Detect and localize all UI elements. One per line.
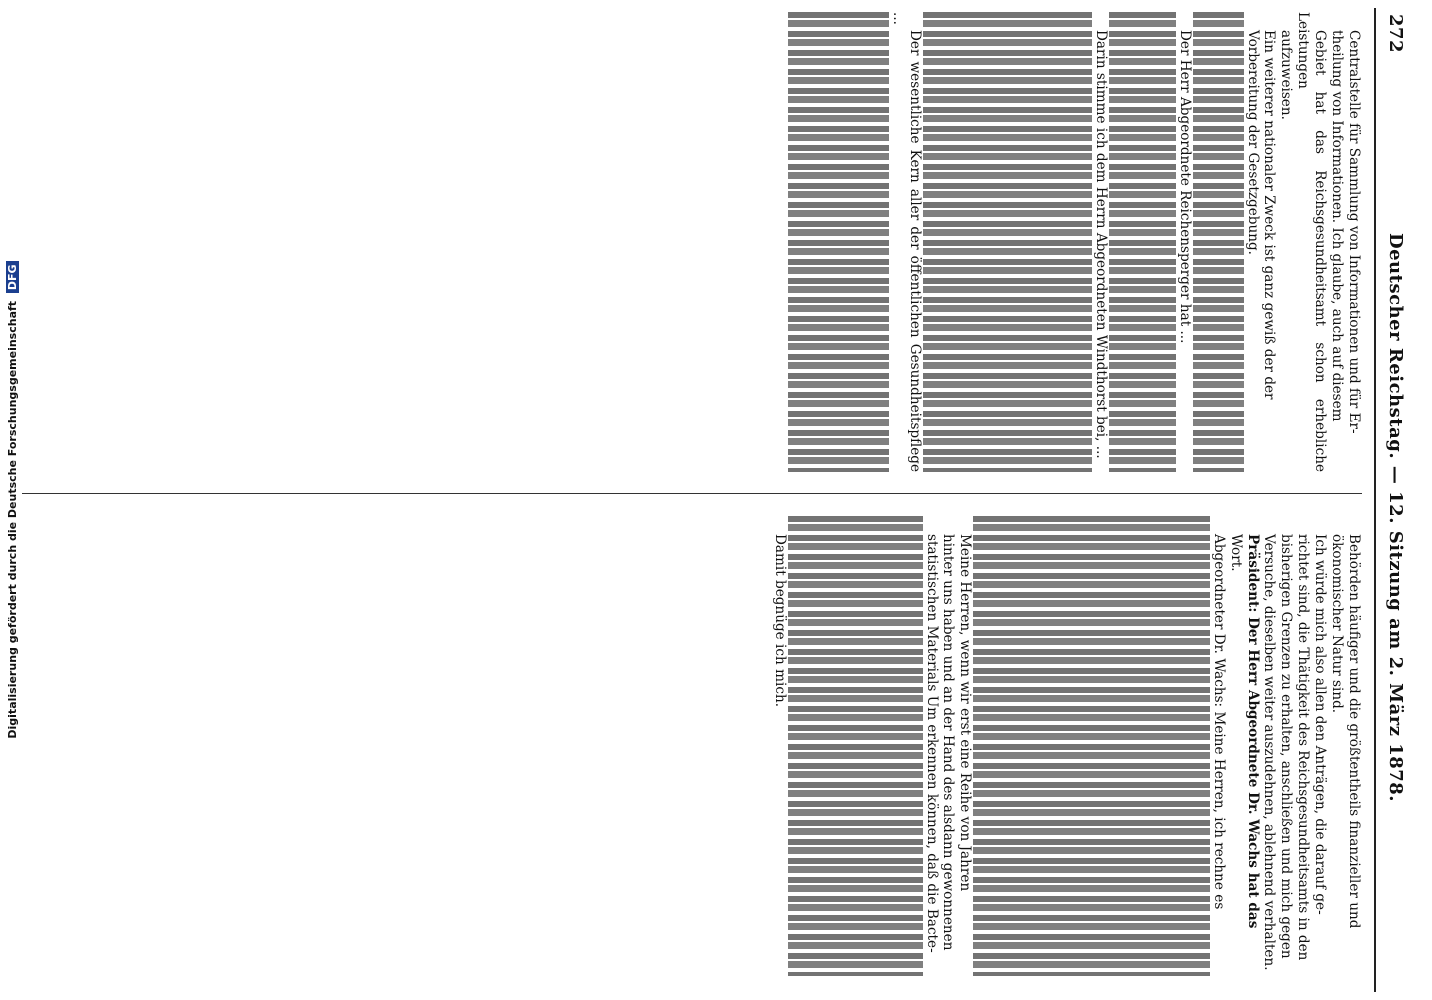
- text-line: Behörden häufiger und die größtentheils finanzieller und: [1346, 534, 1362, 929]
- text-line: Damit begnüge ich mich.: [771, 534, 788, 708]
- text-line: Ich würde mich also allen den Anträgen, die darauf ge-: [1312, 534, 1329, 915]
- illegible-text: [1109, 12, 1126, 472]
- digitization-text: Digitalisierung gefördert durch die Deutsche Forschungsgemeinschaft: [6, 300, 19, 739]
- illegible-text: [855, 516, 872, 976]
- illegible-text: [1125, 12, 1142, 472]
- header-rule: [1374, 8, 1376, 992]
- illegible-text: [923, 12, 940, 472]
- illegible-text: [1058, 12, 1075, 472]
- illegible-text: [990, 12, 1007, 472]
- illegible-text: [1193, 516, 1210, 976]
- illegible-text: [855, 12, 872, 472]
- illegible-text: [1159, 12, 1176, 472]
- illegible-text: [1142, 12, 1159, 472]
- illegible-text: [1109, 516, 1126, 976]
- text-line: Wort.: [1227, 534, 1244, 572]
- illegible-text: [1007, 12, 1024, 472]
- illegible-text: [956, 12, 973, 472]
- illegible-text: [1193, 12, 1210, 472]
- dfg-logo: DFG: [6, 261, 19, 293]
- illegible-text: [821, 12, 838, 472]
- illegible-text: [788, 516, 805, 976]
- illegible-text: [838, 516, 855, 976]
- illegible-text: [1024, 516, 1041, 976]
- illegible-text: [1092, 516, 1109, 976]
- illegible-text: [1024, 12, 1041, 472]
- text-line: Meine Herren, wenn wir erst eine Reihe von Jahren: [957, 534, 974, 892]
- illegible-text: [1227, 12, 1244, 472]
- illegible-text: [990, 516, 1007, 976]
- right-column: [22, 516, 1362, 976]
- text-line: Der Herr Abgeordnete Reichensperger hat ...: [1176, 30, 1193, 344]
- page-header: [1376, 0, 1416, 1000]
- illegible-text: [1159, 516, 1176, 976]
- text-line: theilung von Informationen. Ich glaube, auch auf diesem: [1329, 30, 1346, 422]
- text-line: Centralstelle für Sammlung von Informationen und für Er-: [1346, 30, 1362, 434]
- illegible-text: [1075, 12, 1092, 472]
- illegible-text: [872, 516, 889, 976]
- page-number: 272: [1385, 14, 1407, 54]
- illegible-text: [804, 516, 821, 976]
- illegible-text: [889, 516, 906, 976]
- text-line: Ein weiterer nationaler Zweck ist ganz gewiß der der: [1261, 30, 1278, 400]
- illegible-text: [1176, 516, 1193, 976]
- illegible-text: [821, 516, 838, 976]
- illegible-text: [838, 12, 855, 472]
- text-line: hinter uns haben und an der Hand des alsdann gewonnenen: [940, 534, 957, 951]
- text-line: Darin stimme ich dem Herrn Abgeordneten Windthorst bei, ...: [1092, 30, 1109, 459]
- text-line: aufzuweisen.: [1278, 30, 1295, 120]
- illegible-text: [1075, 516, 1092, 976]
- illegible-text: [973, 516, 990, 976]
- text-line: Vorbereitung der Gesetzgebung.: [1244, 30, 1261, 255]
- illegible-text: [1007, 516, 1024, 976]
- illegible-text: [940, 12, 957, 472]
- speaker-line: Präsident: Der Herr Abgeordnete Dr. Wachs hat das: [1244, 534, 1261, 929]
- column-divider: [22, 493, 1362, 494]
- text-line: ökonomischer Natur sind.: [1329, 534, 1346, 714]
- page-title: Deutscher Reichstag. — 12. Sitzung am 2. März 1878.: [1385, 233, 1407, 803]
- left-column: [22, 12, 1362, 472]
- text-line: richtet sind, die Thätigkeit des Reichsgesundheitsamts in den: [1295, 534, 1312, 961]
- illegible-text: [1041, 516, 1058, 976]
- speaker-line: Abgeordneter Dr. Wachs: Meine Herren, ich rechne es: [1210, 534, 1227, 910]
- illegible-text: [1210, 12, 1227, 472]
- text-line: bisherigen Grenzen zu erhalten, anschließen und mich gegen: [1278, 534, 1295, 959]
- text-line: Der wesentliche Kern aller der öffentlichen Gesundheitspflege ...: [889, 12, 923, 472]
- illegible-text: [1058, 516, 1075, 976]
- illegible-text: [804, 12, 821, 472]
- illegible-text: [1125, 516, 1142, 976]
- illegible-text: [1142, 516, 1159, 976]
- illegible-text: [1041, 12, 1058, 472]
- text-line: Gebiet hat das Reichsgesundheitsamt schon erhebliche Leistungen: [1295, 12, 1329, 472]
- illegible-text: [973, 12, 990, 472]
- illegible-text: [906, 516, 923, 976]
- text-line: statistischen Materials Um erkennen können, daß die Bacte-: [923, 534, 940, 953]
- illegible-text: [872, 12, 889, 472]
- illegible-text: [788, 12, 805, 472]
- text-line: Versuche, dieselben weiter auszudehnen, ablehnend verhalten.: [1261, 534, 1278, 971]
